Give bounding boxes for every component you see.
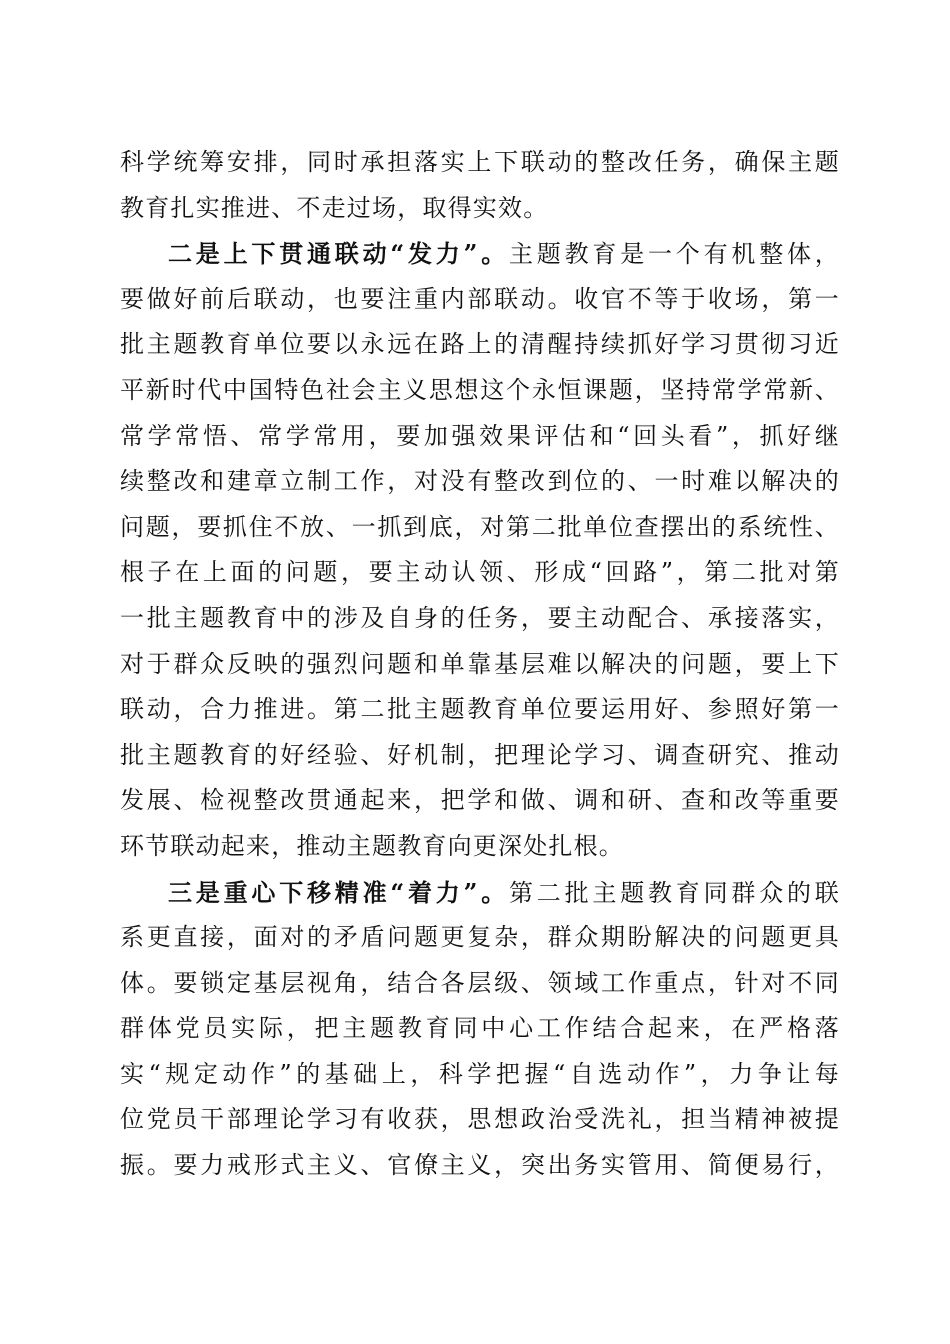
paragraph-3-line-5: 实“规定动作”的基础上，科学把握“自选动作”，力争让每 — [120, 1059, 840, 1088]
paragraph-2-line-3: 批主题教育单位要以永远在路上的清醒持续抓好学习贯彻习近 — [120, 330, 840, 359]
paragraph-2-line-10: 对于群众反映的强烈问题和单靠基层难以解决的问题，要上下 — [120, 649, 840, 678]
paragraph-3-line-4: 群体党员实际，把主题教育同中心工作结合起来，在严格落 — [120, 1014, 840, 1043]
paragraph-3-line-6: 位党员干部理论学习有收获，思想政治受洗礼，担当精神被提 — [120, 1105, 840, 1134]
paragraph-3-lead: 三是重心下移精准“着力”。 — [168, 877, 509, 907]
paragraph-2-line-1 — [120, 231, 840, 277]
paragraph-3-line-1 — [120, 870, 840, 916]
paragraph-2-line-12: 批主题教育的好经验、好机制，把理论学习、调查研究、推动 — [120, 740, 840, 769]
document-body — [120, 140, 840, 1189]
paragraph-2-line-1-text: 主题教育是一个有机整体， — [509, 240, 840, 269]
paragraph-2-line-8: 根子在上面的问题，要主动认领、形成“回路”，第二批对第 — [120, 558, 840, 587]
paragraph-3-line-1-text: 第二批主题教育同群众的联 — [509, 878, 840, 907]
paragraph-2-line-14: 环节联动起来，推动主题教育向更深处扎根。 — [120, 831, 624, 860]
paragraph-1-line-2: 教育扎实推进、不走过场，取得实效。 — [120, 193, 549, 222]
paragraph-1-line-1: 科学统筹安排，同时承担落实上下联动的整改任务，确保主题 — [120, 148, 840, 176]
paragraph-2-lead: 二是上下贯通联动“发力”。 — [168, 239, 509, 269]
paragraph-2-line-13: 发展、检视整改贯通起来，把学和做、调和研、查和改等重要 — [120, 786, 840, 815]
paragraph-2-line-11: 联动，合力推进。第二批主题教育单位要运用好、参照好第一 — [120, 695, 840, 724]
paragraph-2-line-4: 平新时代中国特色社会主义思想这个永恒课题，坚持常学常新、 — [120, 375, 840, 404]
paragraph-2-line-2: 要做好前后联动，也要注重内部联动。收官不等于收场，第一 — [120, 284, 840, 313]
paragraph-2-line-7: 问题，要抓住不放、一抓到底，对第二批单位查摆出的系统性、 — [120, 512, 840, 541]
paragraph-2-line-9: 一批主题教育中的涉及自身的任务，要主动配合、承接落实， — [120, 603, 840, 632]
paragraph-3-line-7: 振。要力戒形式主义、官僚主义，突出务实管用、简便易行， — [120, 1151, 840, 1180]
paragraph-3-line-3: 体。要锁定基层视角，结合各层级、领域工作重点，针对不同 — [120, 968, 840, 997]
paragraph-3-line-2: 系更直接，面对的矛盾问题更复杂，群众期盼解决的问题更具 — [120, 923, 840, 952]
paragraph-2-line-5: 常学常悟、常学常用，要加强效果评估和“回头看”，抓好继 — [120, 421, 840, 450]
paragraph-2-line-6: 续整改和建章立制工作，对没有整改到位的、一时难以解决的 — [120, 467, 840, 496]
